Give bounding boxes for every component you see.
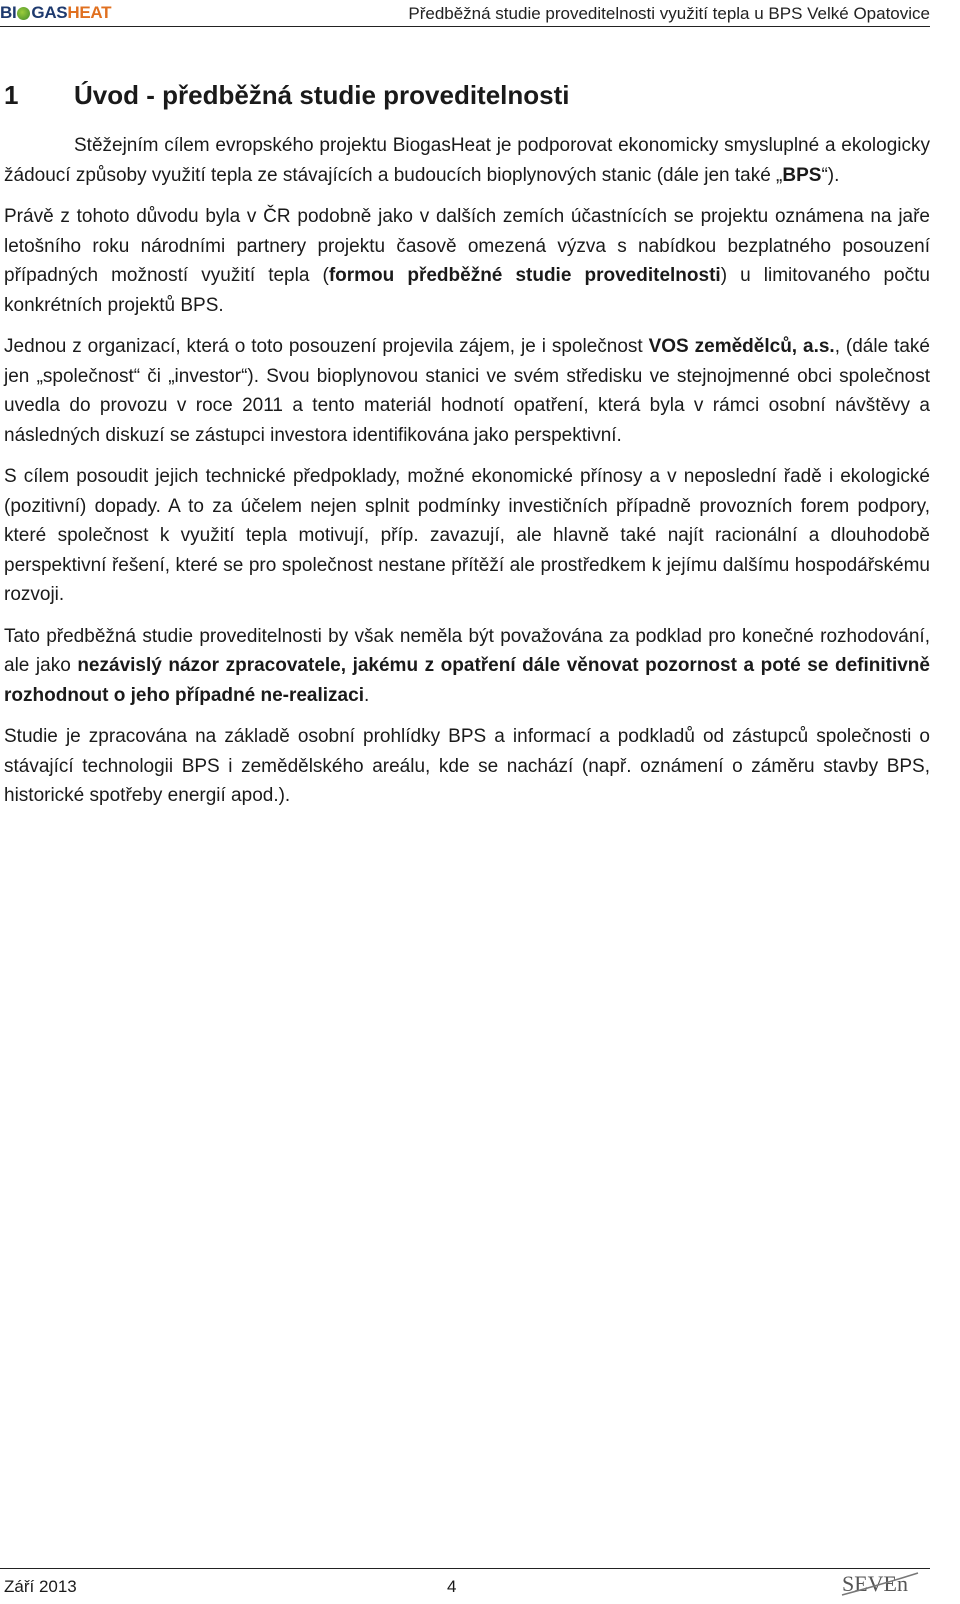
- p5-text: Tato předběžná studie proveditelnosti by však neměla být považována za podklad pro konečné rozhodování, ale jako: [4, 625, 930, 676]
- seven-logo: [840, 1569, 920, 1604]
- page-footer: [0, 1568, 930, 1601]
- p2-text: Právě z tohoto důvodu byla v ČR podobně jako v dalších zemích účastnících se projektu oznámena na jaře letošního roku národními partnery projektu časově omezená výzva s nabídkou bezplatného posouzení případných možností využití tepla (: [4, 206, 930, 286]
- seven-logo-text: SEVEn: [842, 1571, 908, 1596]
- p3-bold: VOS zemědělců, a.s.: [648, 336, 835, 357]
- leaf-icon: [17, 7, 30, 20]
- logo-gas-text: GAS: [31, 3, 68, 22]
- paragraph-6: Studie je zpracována na základě osobní prohlídky BPS a informací a podkladů od zástupců společnosti o stávající technologii BPS i zemědělského areálu, kde se nachází (např. oznámení o záměru stavby BPS, historické spotřeby energií apod.).: [4, 726, 930, 806]
- section-title: Úvod - předběžná studie proveditelnosti: [74, 80, 570, 110]
- section-heading: [4, 80, 930, 111]
- p3-text: Jednou z organizací, která o toto posouzení projevila zájem, je i společnost: [4, 336, 649, 357]
- paragraph-3: [4, 332, 930, 450]
- paragraph-5: [4, 622, 930, 711]
- page-content: [4, 80, 930, 823]
- footer-date: Září 2013: [4, 1577, 77, 1596]
- paragraph-4: S cílem posoudit jejich technické předpoklady, možné ekonomické přínosy a v neposlední řadě i ekologické (pozitivní) dopady. A to za účelem nejen splnit podmínky investičních případně provozních forem podpory, které společnost k využití tepla motivují, příp. zavazují, ale hlavně také najít racionální a dlouhodobě perspektivní řešení, které se pro společnost nestane přítěží ale prostředkem k jejímu dalšímu hospodářskému rozvoji.: [4, 466, 930, 605]
- paragraph-1: [4, 131, 930, 190]
- p1-text: Stěžejním cílem evropského projektu BiogasHeat je podporovat ekonomicky smysluplné a ekologicky žádoucí způsoby využití tepla ze stávajících a budoucích bioplynových stanic (dále jen také „: [4, 135, 930, 186]
- biogasheat-logo: [0, 3, 111, 23]
- p1-bold: BPS: [782, 164, 822, 186]
- paragraph-2: [4, 202, 930, 320]
- p1-tail: “).: [821, 164, 840, 186]
- logo-bio-text: BI: [0, 3, 17, 22]
- logo-heat-text: HEAT: [67, 3, 112, 22]
- p2-bold: formou předběžné studie proveditelnosti: [328, 265, 721, 286]
- p3-tail: , (dále také jen „společnost“ či „investor“). Svou bioplynovou stanici ve svém středisku ve stejnojmenné obci společnost uvedla do provozu v roce 2011 a tento materiál hodnotí opatření, která byla v rámci osobní návštěvy a následných diskuzí se zástupci investora identifikována jako perspektivní.: [4, 336, 930, 446]
- page-header: [0, 0, 930, 27]
- p2-tail: ) u limitovaného počtu konkrétních projektů BPS.: [4, 265, 930, 316]
- p5-tail: .: [363, 684, 370, 706]
- section-number: 1: [4, 80, 19, 110]
- page-number: 4: [447, 1577, 457, 1596]
- p5-bold: nezávislý názor zpracovatele, jakému z opatření dále věnovat pozornost a poté se definitivně rozhodnout o jeho případné ne-realizaci: [4, 655, 930, 706]
- document-title: Předběžná studie proveditelnosti využití tepla u BPS Velké Opatovice: [408, 4, 930, 23]
